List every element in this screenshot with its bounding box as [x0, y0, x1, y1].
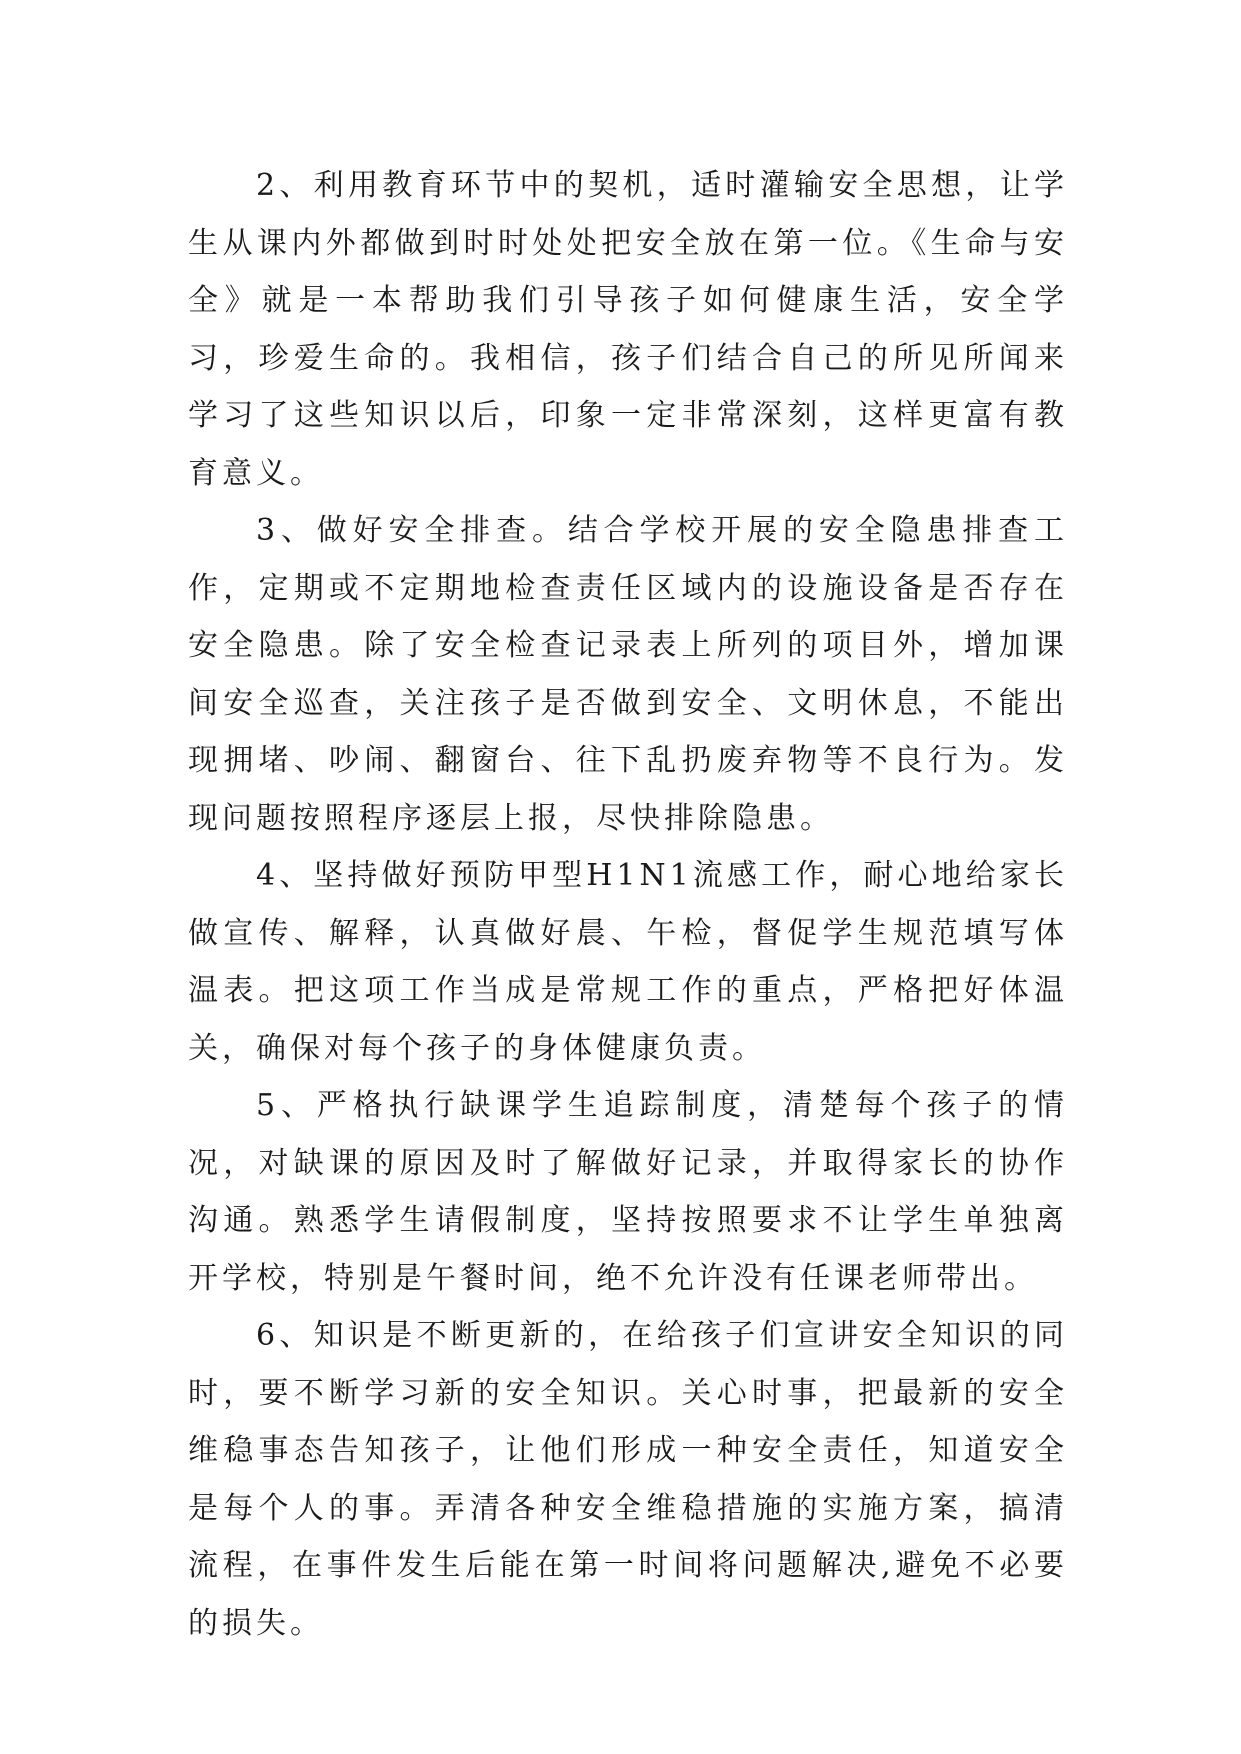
document-body: [188, 157, 1068, 1652]
paragraph-item-2: 2、利用教育环节中的契机，适时灌输安全思想，让学生从课内外都做到时时处处把安全放在第一位。《生命与安全》就是一本帮助我们引导孩子如何健康生活，安全学习，珍爱生命的。我相信，孩子们结合自己的所见所闻来学习了这些知识以后，印象一定非常深刻，这样更富有教育意义。: [188, 168, 1068, 491]
paragraph-item-4: 4、坚持做好预防甲型H1N1流感工作，耐心地给家长做宣传、解释，认真做好晨、午检，督促学生规范填写体温表。把这项工作当成是常规工作的重点，严格把好体温关，确保对每个孩子的身体健康负责。: [188, 858, 1068, 1066]
paragraph-item-5: 5、严格执行缺课学生追踪制度，清楚每个孩子的情况，对缺课的原因及时了解做好记录，并取得家长的协作沟通。熟悉学生请假制度，坚持按照要求不让学生单独离开学校，特别是午餐时间，绝不允许没有任课老师带出。: [188, 1088, 1068, 1296]
paragraph-item-3: 3、做好安全排查。结合学校开展的安全隐患排查工作，定期或不定期地检查责任区域内的设施设备是否存在安全隐患。除了安全检查记录表上所列的项目外，增加课间安全巡查，关注孩子是否做到安全、文明休息，不能出现拥堵、吵闹、翻窗台、往下乱扔废弃物等不良行为。发现问题按照程序逐层上报，尽快排除隐患。: [188, 513, 1068, 836]
paragraph-item-6: 6、知识是不断更新的，在给孩子们宣讲安全知识的同时，要不断学习新的安全知识。关心时事，把最新的安全维稳事态告知孩子，让他们形成一种安全责任，知道安全是每个人的事。弄清各种安全维稳措施的实施方案，搞清流程，在事件发生后能在第一时间将问题解决,避免不必要的损失。: [188, 1318, 1068, 1641]
